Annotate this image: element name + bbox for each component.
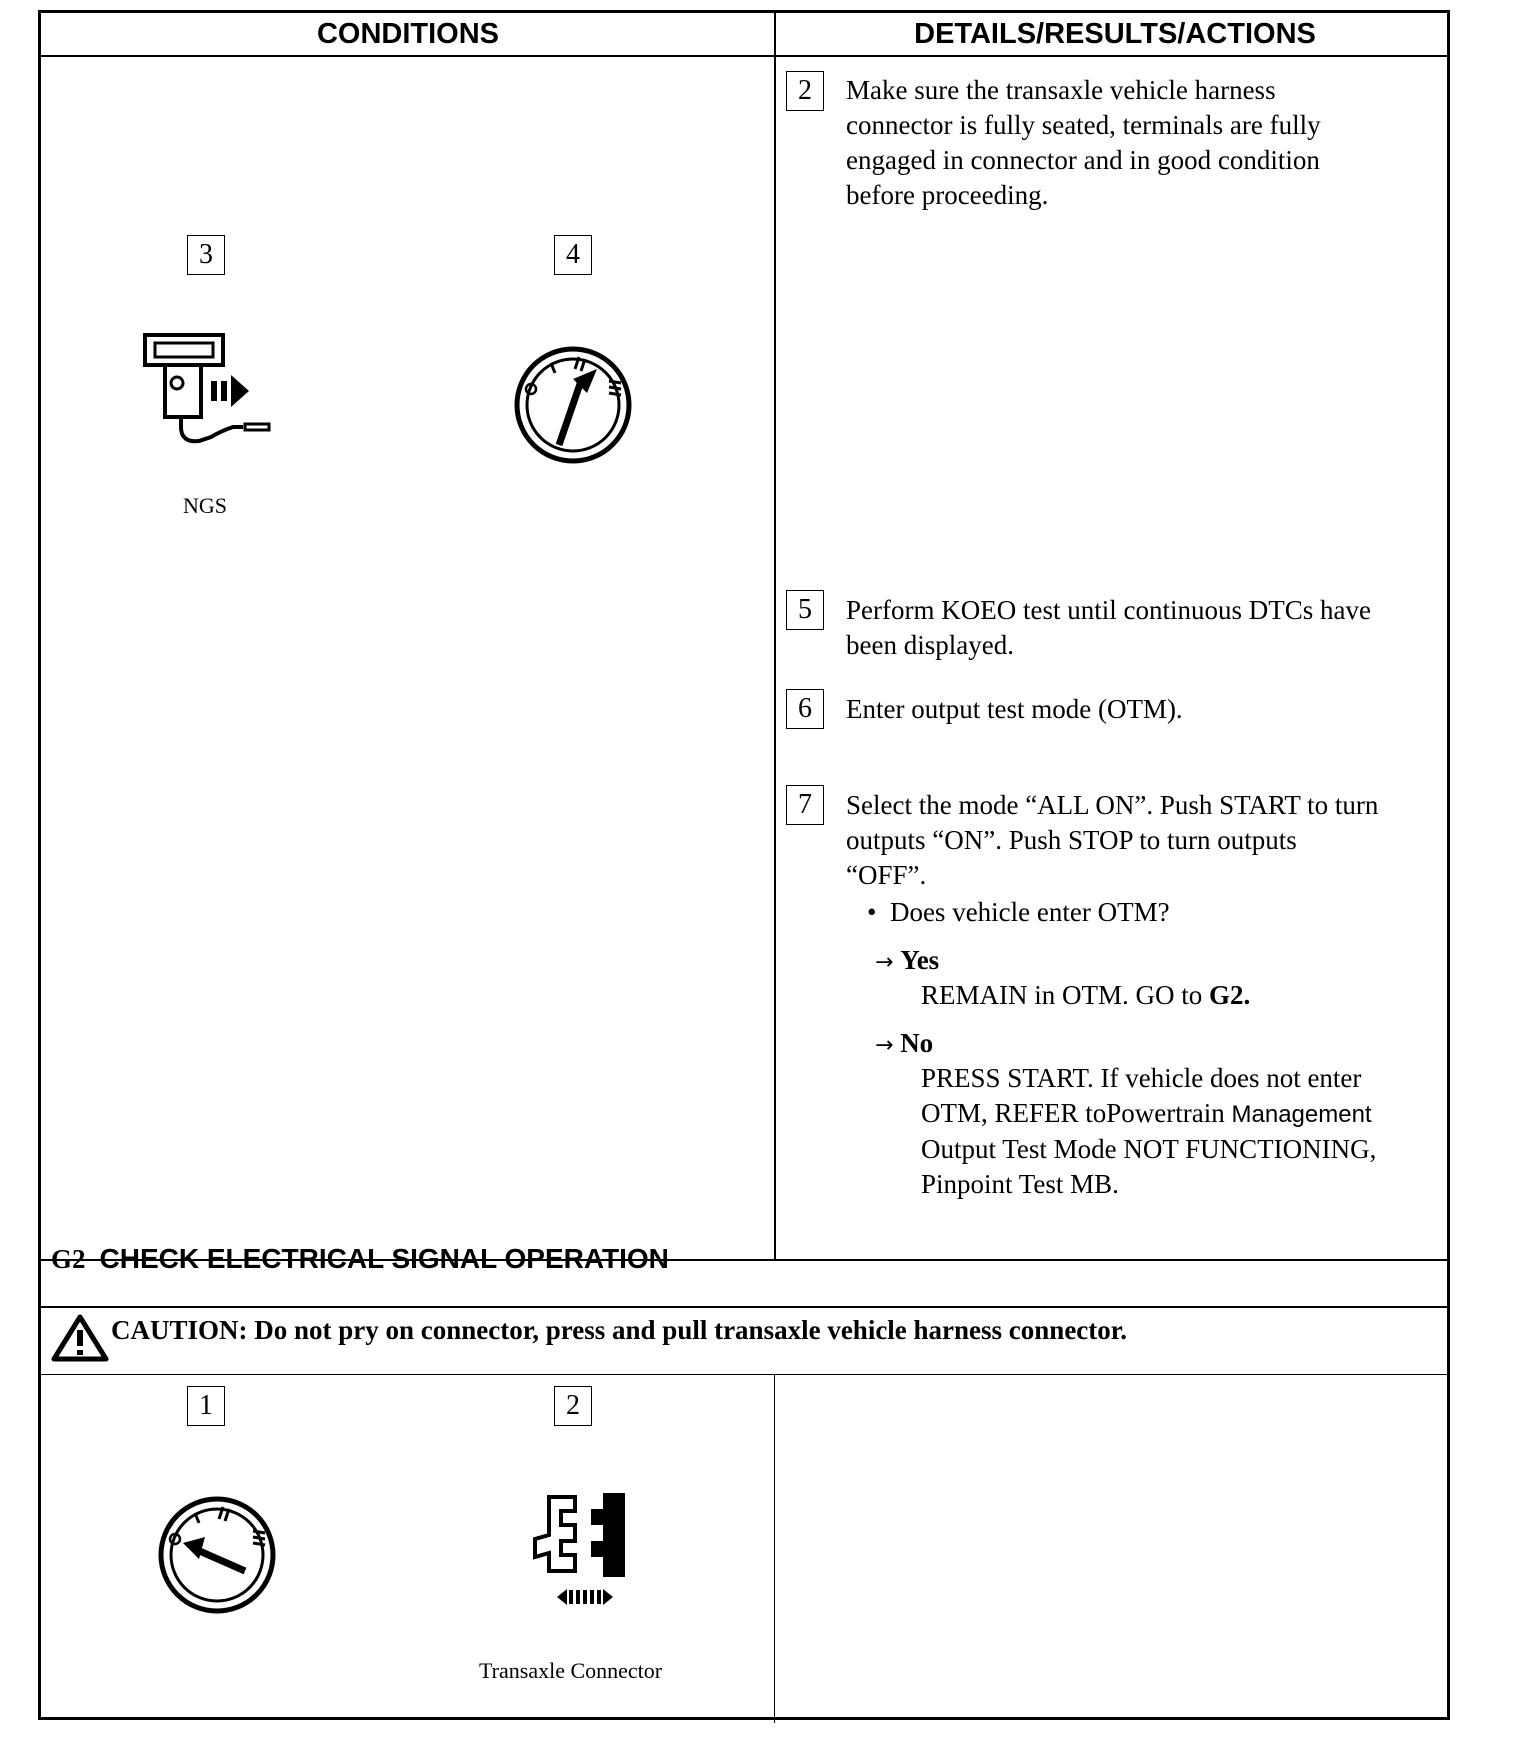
g2-title-divider [41, 1306, 1447, 1308]
goto-g2-link[interactable]: G2. [1209, 980, 1251, 1010]
transaxle-connector-caption: Transaxle Connector [479, 1658, 663, 1683]
step-6-text: Enter output test mode (OTM). [846, 694, 1183, 724]
powertrain-link[interactable]: Powertrain [1106, 1098, 1225, 1128]
step-number-box: 7 [786, 785, 824, 825]
ignition-off-icon [153, 1491, 281, 1619]
transaxle-connector-icon [509, 1479, 649, 1609]
arrow-right-icon: → [875, 950, 894, 975]
g2-title-text: CHECK ELECTRICAL SIGNAL OPERATION [99, 1243, 669, 1274]
step-5-text: Perform KOEO test until continuous DTCs have been displayed. [846, 595, 1371, 660]
bullet-icon: • [867, 897, 877, 927]
g2-title [51, 1239, 669, 1284]
step-2-text: Make sure the transaxle vehicle harness connector is fully seated, terminals are fully engaged in connector and in good condition before proceeding. [846, 75, 1321, 210]
yes-action: REMAIN in OTM. GO to G2. [921, 980, 1251, 1010]
arrow-right-icon: → [875, 1033, 894, 1058]
procedure-table [38, 10, 1450, 1720]
step-number-box: 1 [187, 1386, 225, 1426]
no-branch [875, 1026, 933, 1063]
warning-triangle-icon [51, 1313, 109, 1363]
yes-label: Yes [900, 945, 940, 975]
step-number-box: 2 [554, 1386, 592, 1426]
ngs-caption: NGS [183, 493, 228, 518]
header-divider [41, 55, 1447, 57]
header-details: DETAILS/RESULTS/ACTIONS [914, 18, 1316, 50]
ignition-on-icon [509, 341, 637, 469]
step-number-box: 3 [187, 235, 225, 275]
step-number-box: 5 [786, 590, 824, 630]
question-text: Does vehicle enter OTM? [889, 897, 1170, 927]
caution-divider [41, 1374, 1447, 1375]
column-divider-g1 [774, 13, 776, 1259]
no-action: PRESS START. If vehicle does not enter OTM, REFER toPowertrain Management Output Test Mode NOT FUNCTIONING, Pinpoint Test MB. [921, 1063, 1377, 1199]
step-number-box: 4 [554, 235, 592, 275]
caution-text: CAUTION: Do not pry on connector, press and pull transaxle vehicle harness connector. [111, 1315, 1128, 1345]
header-conditions: CONDITIONS [316, 18, 500, 50]
step-number-box: 2 [786, 71, 824, 111]
ngs-tester-icon [141, 331, 281, 451]
question-item [867, 895, 1170, 930]
no-label: No [900, 1028, 934, 1058]
column-divider-g2 [774, 1374, 775, 1723]
step-number-box: 6 [786, 689, 824, 729]
yes-branch [875, 943, 939, 980]
g2-code: G2 [51, 1244, 86, 1274]
step-7-text: Select the mode “ALL ON”. Push START to turn outputs “ON”. Push STOP to turn outputs “OFF”. [846, 790, 1379, 890]
